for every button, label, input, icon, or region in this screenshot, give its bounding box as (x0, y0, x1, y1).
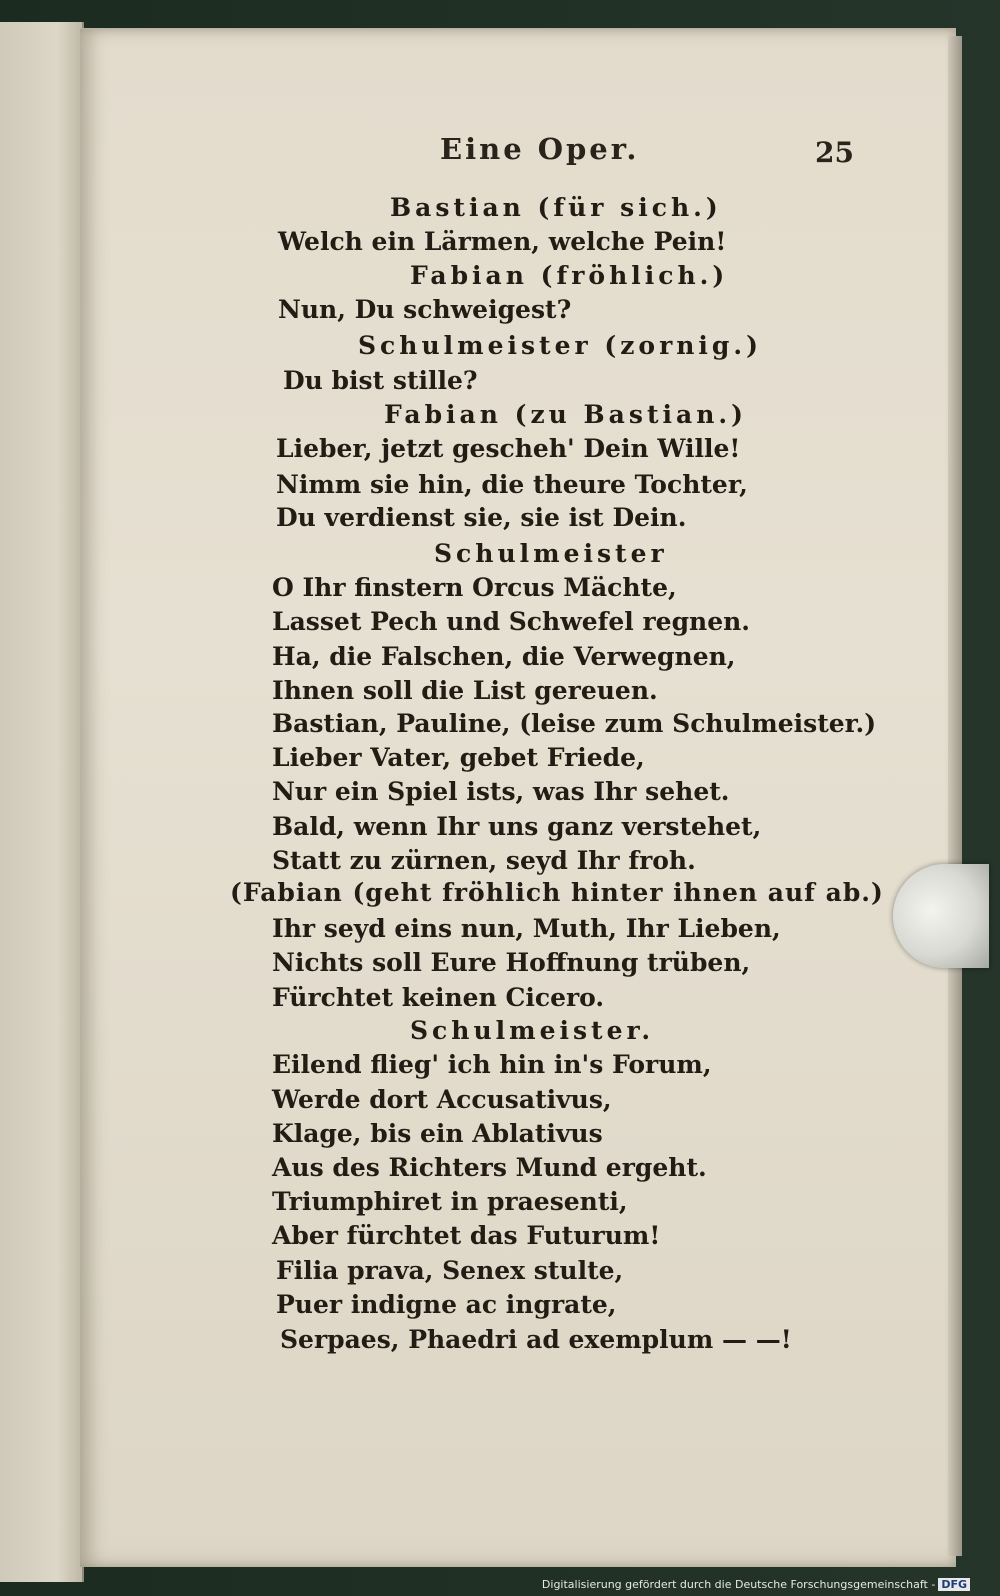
credit-text: Digitalisierung gefördert durch die Deutsche Forschungsgemeinschaft - (541, 1578, 936, 1591)
digitization-credit (542, 1578, 970, 1591)
dfg-logo: DFG (938, 1578, 970, 1591)
verse-line: Nun, Du schweigest? (278, 295, 572, 324)
verse-line: Welch ein Lärmen, welche Pein! (278, 227, 727, 256)
verse-line: Eilend flieg' ich hin in's Forum, (272, 1050, 712, 1079)
verse-line: Filia prava, Senex stulte, (276, 1256, 624, 1285)
verse-line: Nimm sie hin, die theure Tochter, (276, 470, 748, 499)
speaker-line: Schulmeister (434, 539, 668, 568)
verse-line: Statt zu zürnen, seyd Ihr froh. (272, 846, 696, 875)
speaker-line: Bastian (für sich.) (390, 193, 722, 222)
verse-line: Bald, wenn Ihr uns ganz verstehet, (272, 812, 762, 841)
verse-line: Du bist stille? (283, 366, 478, 395)
verse-line: O Ihr finstern Orcus Mächte, (272, 573, 677, 602)
verse-line: Lasset Pech und Schwefel regnen. (272, 607, 751, 636)
verse-line: Aber fürchtet das Futurum! (272, 1221, 661, 1250)
speaker-line: Bastian, Pauline, (leise zum Schulmeister.) (272, 709, 877, 738)
speaker-line: Schulmeister (zornig.) (358, 331, 762, 360)
verse-line: Serpaes, Phaedri ad exemplum — —! (280, 1325, 792, 1354)
verse-line: Lieber, jetzt gescheh' Dein Wille! (276, 434, 741, 463)
verse-line: Nur ein Spiel ists, was Ihr sehet. (272, 777, 730, 806)
stage-direction: (Fabian (geht fröhlich hinter ihnen auf ab.) (230, 878, 884, 907)
verse-line: Triumphiret in praesenti, (272, 1187, 628, 1216)
running-title: Eine Oper. (440, 132, 640, 166)
verse-line: Werde dort Accusativus, (272, 1085, 612, 1114)
verse-line: Ha, die Falschen, die Verwegnen, (272, 642, 736, 671)
verse-line: Fürchtet keinen Cicero. (272, 983, 605, 1012)
speaker-line: Schulmeister. (410, 1016, 655, 1045)
verse-line: Ihr seyd eins nun, Muth, Ihr Lieben, (272, 914, 781, 943)
verse-line: Puer indigne ac ingrate, (276, 1290, 617, 1319)
speaker-line: Fabian (zu Bastian.) (384, 400, 747, 429)
verse-line: Ihnen soll die List gereuen. (272, 676, 658, 705)
verse-line: Klage, bis ein Ablativus (272, 1119, 603, 1148)
verse-line: Nichts soll Eure Hoffnung trüben, (272, 948, 751, 977)
speaker-line: Fabian (fröhlich.) (410, 261, 729, 290)
verse-line: Aus des Richters Mund ergeht. (272, 1153, 707, 1182)
page-number: 25 (815, 136, 854, 169)
verse-line: Du verdienst sie, sie ist Dein. (276, 503, 687, 532)
verse-line: Lieber Vater, gebet Friede, (272, 743, 645, 772)
